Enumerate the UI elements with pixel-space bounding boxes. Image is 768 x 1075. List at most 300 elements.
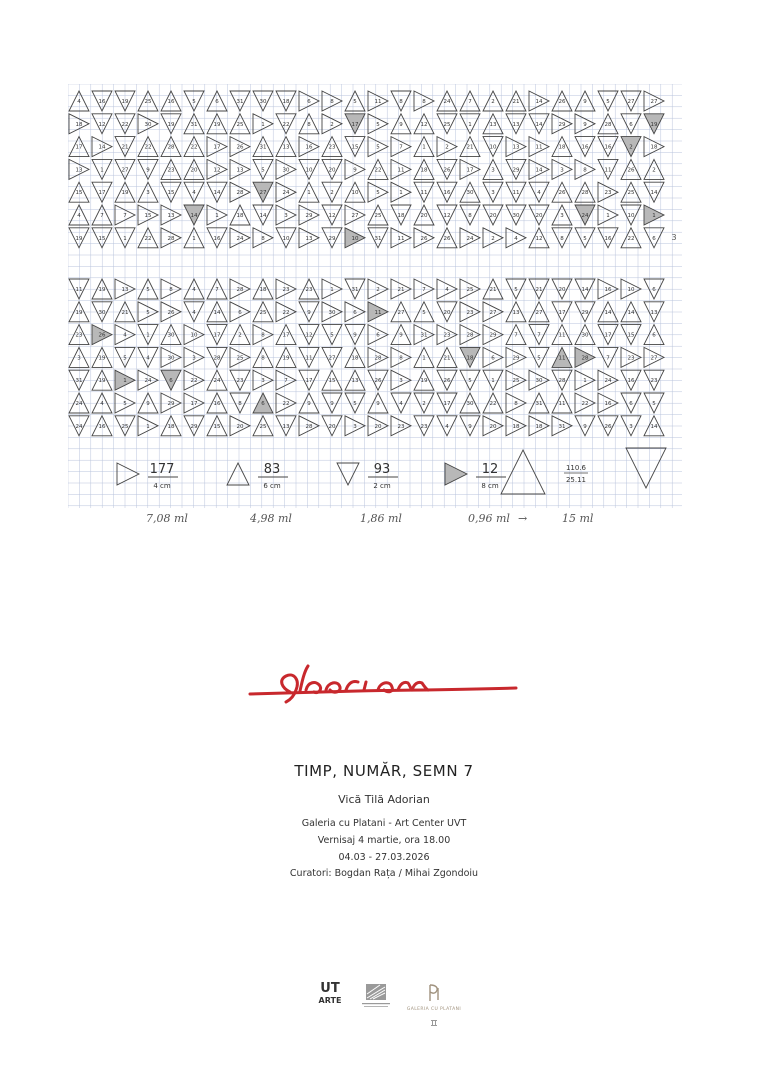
svg-text:30: 30 xyxy=(98,309,106,316)
svg-text:16: 16 xyxy=(305,144,313,151)
svg-text:30: 30 xyxy=(144,121,152,128)
svg-text:31: 31 xyxy=(420,332,428,339)
svg-text:4: 4 xyxy=(123,332,127,339)
svg-text:9: 9 xyxy=(583,99,587,105)
svg-text:23: 23 xyxy=(397,423,405,430)
note-4: 0,96 ml xyxy=(468,512,510,525)
svg-text:24: 24 xyxy=(282,190,290,197)
svg-text:10: 10 xyxy=(190,332,198,339)
svg-text:17: 17 xyxy=(213,332,221,339)
note-1: 7,08 ml xyxy=(146,512,188,525)
svg-text:25: 25 xyxy=(512,378,520,385)
signature-image xyxy=(248,660,520,708)
svg-text:3: 3 xyxy=(261,378,265,385)
svg-text:31: 31 xyxy=(190,121,198,128)
svg-text:12: 12 xyxy=(213,167,221,174)
svg-text:4: 4 xyxy=(192,190,196,197)
svg-text:2: 2 xyxy=(652,167,656,174)
svg-text:1: 1 xyxy=(652,213,656,219)
svg-text:7: 7 xyxy=(399,144,403,151)
svg-text:22: 22 xyxy=(374,167,382,174)
svg-text:6: 6 xyxy=(652,287,656,293)
svg-text:12: 12 xyxy=(305,332,313,339)
svg-text:16: 16 xyxy=(213,401,221,407)
svg-text:10: 10 xyxy=(489,144,497,151)
svg-text:30: 30 xyxy=(535,378,543,385)
svg-text:7: 7 xyxy=(537,332,541,339)
svg-text:11: 11 xyxy=(604,167,612,174)
svg-text:18: 18 xyxy=(397,213,405,219)
svg-text:8: 8 xyxy=(399,355,403,362)
svg-text:6: 6 xyxy=(169,378,173,385)
svg-text:28: 28 xyxy=(374,355,382,362)
svg-text:29: 29 xyxy=(558,121,566,128)
svg-text:9: 9 xyxy=(399,121,403,128)
svg-text:8: 8 xyxy=(261,235,265,242)
svg-text:23: 23 xyxy=(167,167,175,174)
ut-mark: UT xyxy=(320,981,340,996)
svg-text:14: 14 xyxy=(213,190,221,197)
svg-text:26: 26 xyxy=(443,235,451,242)
svg-text:26: 26 xyxy=(558,190,566,197)
svg-text:29: 29 xyxy=(581,309,589,316)
svg-text:11: 11 xyxy=(535,144,543,151)
svg-text:26: 26 xyxy=(558,99,566,105)
institute-logo xyxy=(358,982,394,1016)
svg-text:21: 21 xyxy=(121,309,129,316)
svg-text:5: 5 xyxy=(376,190,380,197)
svg-text:20: 20 xyxy=(420,213,428,219)
extra-figures xyxy=(501,448,666,494)
svg-text:12: 12 xyxy=(481,462,499,477)
svg-text:10: 10 xyxy=(282,235,290,242)
triangle-field xyxy=(69,91,664,436)
artist-signature xyxy=(248,660,520,708)
svg-text:14: 14 xyxy=(650,190,658,197)
svg-text:10: 10 xyxy=(627,287,635,293)
svg-text:30: 30 xyxy=(167,355,175,362)
summary-item xyxy=(337,462,398,490)
svg-text:14: 14 xyxy=(650,423,658,430)
svg-text:18: 18 xyxy=(259,287,267,293)
svg-text:8: 8 xyxy=(422,99,426,105)
svg-text:16: 16 xyxy=(443,190,451,197)
svg-text:9: 9 xyxy=(146,401,150,407)
svg-text:26: 26 xyxy=(443,167,451,174)
svg-text:1: 1 xyxy=(146,332,150,339)
svg-text:27: 27 xyxy=(489,309,497,316)
svg-text:93: 93 xyxy=(373,462,391,477)
svg-text:20: 20 xyxy=(489,213,497,219)
svg-text:27: 27 xyxy=(535,309,543,316)
svg-text:20: 20 xyxy=(558,287,566,293)
svg-text:9: 9 xyxy=(307,401,311,407)
svg-text:2: 2 xyxy=(376,287,380,293)
svg-text:5: 5 xyxy=(422,309,426,316)
svg-text:4: 4 xyxy=(514,235,518,242)
svg-text:15: 15 xyxy=(167,190,175,197)
svg-text:8: 8 xyxy=(399,99,403,105)
svg-text:16: 16 xyxy=(213,235,221,242)
svg-text:20: 20 xyxy=(328,167,336,174)
svg-text:4: 4 xyxy=(77,213,81,219)
svg-text:14: 14 xyxy=(535,99,543,105)
svg-text:1: 1 xyxy=(123,378,127,385)
svg-text:1: 1 xyxy=(307,190,311,197)
svg-text:28: 28 xyxy=(236,287,244,293)
svg-text:6: 6 xyxy=(376,332,380,339)
svg-text:27: 27 xyxy=(627,99,635,105)
svg-text:83: 83 xyxy=(263,462,281,477)
svg-text:7: 7 xyxy=(514,332,518,339)
svg-text:15: 15 xyxy=(328,378,336,385)
svg-text:14: 14 xyxy=(535,167,543,174)
svg-text:11: 11 xyxy=(558,401,566,407)
svg-text:16: 16 xyxy=(167,99,175,105)
svg-text:27: 27 xyxy=(650,355,658,362)
svg-text:26: 26 xyxy=(98,332,106,339)
svg-text:26: 26 xyxy=(236,144,244,151)
svg-text:12: 12 xyxy=(420,121,428,128)
svg-text:14: 14 xyxy=(259,213,267,219)
svg-text:5: 5 xyxy=(330,332,334,339)
svg-text:12: 12 xyxy=(535,235,543,242)
svg-text:28: 28 xyxy=(167,144,175,151)
svg-text:17: 17 xyxy=(443,401,451,407)
svg-text:28: 28 xyxy=(236,190,244,197)
svg-text:5: 5 xyxy=(353,401,357,407)
svg-text:22: 22 xyxy=(489,401,497,407)
svg-text:18: 18 xyxy=(167,423,175,430)
svg-text:23: 23 xyxy=(328,144,336,151)
svg-text:177: 177 xyxy=(149,462,175,477)
svg-text:23: 23 xyxy=(305,287,313,293)
svg-text:10: 10 xyxy=(627,213,635,219)
svg-text:3: 3 xyxy=(77,355,81,362)
svg-text:2: 2 xyxy=(491,99,495,105)
svg-text:25: 25 xyxy=(374,213,382,219)
galeria-cu-platani-logo xyxy=(406,982,462,1031)
svg-text:16: 16 xyxy=(604,144,612,151)
svg-text:12: 12 xyxy=(98,121,106,128)
svg-text:21: 21 xyxy=(443,355,451,362)
svg-text:19: 19 xyxy=(213,121,221,128)
svg-text:26: 26 xyxy=(167,309,175,316)
svg-text:8 cm: 8 cm xyxy=(481,482,499,490)
svg-text:30: 30 xyxy=(282,167,290,174)
svg-text:17: 17 xyxy=(305,378,313,385)
svg-text:31: 31 xyxy=(535,401,543,407)
svg-text:11: 11 xyxy=(305,355,313,362)
svg-text:5: 5 xyxy=(537,355,541,362)
svg-text:6: 6 xyxy=(652,332,656,339)
svg-text:5: 5 xyxy=(606,99,610,105)
svg-text:11: 11 xyxy=(397,167,405,174)
institute-emblem-icon xyxy=(358,982,394,1012)
svg-text:19: 19 xyxy=(98,355,106,362)
svg-text:7: 7 xyxy=(606,355,610,362)
svg-text:23: 23 xyxy=(420,423,428,430)
svg-text:24: 24 xyxy=(581,213,589,219)
svg-text:28: 28 xyxy=(466,332,474,339)
svg-text:3: 3 xyxy=(353,423,357,430)
svg-text:19: 19 xyxy=(98,378,106,385)
svg-text:14: 14 xyxy=(581,287,589,293)
svg-text:9: 9 xyxy=(330,401,334,407)
svg-text:5: 5 xyxy=(146,309,150,316)
svg-text:5: 5 xyxy=(353,99,357,105)
svg-text:13: 13 xyxy=(121,287,129,293)
svg-text:7: 7 xyxy=(100,213,104,219)
svg-text:18: 18 xyxy=(512,423,520,430)
vernissage-line: Vernisaj 4 martie, ora 18.00 xyxy=(317,835,451,846)
svg-text:17: 17 xyxy=(558,309,566,316)
svg-text:19: 19 xyxy=(282,355,290,362)
svg-text:28: 28 xyxy=(213,355,221,362)
svg-text:3: 3 xyxy=(399,378,403,385)
svg-text:8: 8 xyxy=(238,401,242,407)
svg-text:21: 21 xyxy=(489,287,497,293)
svg-text:28: 28 xyxy=(604,121,612,128)
note-arrow: → xyxy=(518,512,528,525)
svg-text:28: 28 xyxy=(581,190,589,197)
svg-text:20: 20 xyxy=(443,309,451,316)
svg-text:6: 6 xyxy=(491,355,495,362)
svg-text:29: 29 xyxy=(512,355,520,362)
svg-text:4: 4 xyxy=(100,401,104,407)
svg-text:26: 26 xyxy=(374,378,382,385)
svg-text:5: 5 xyxy=(192,99,196,105)
svg-text:24: 24 xyxy=(75,401,83,407)
partner-logos xyxy=(318,981,462,1024)
svg-text:2: 2 xyxy=(238,332,242,339)
svg-text:20: 20 xyxy=(535,213,543,219)
svg-text:11: 11 xyxy=(558,332,566,339)
svg-text:15: 15 xyxy=(98,235,106,242)
svg-text:3: 3 xyxy=(146,190,150,197)
svg-text:26: 26 xyxy=(604,423,612,430)
svg-text:11: 11 xyxy=(397,235,405,242)
svg-text:25: 25 xyxy=(443,121,451,128)
svg-text:22: 22 xyxy=(282,121,290,128)
svg-text:6: 6 xyxy=(629,401,633,407)
svg-text:4: 4 xyxy=(192,309,196,316)
svg-text:30: 30 xyxy=(328,309,336,316)
svg-text:11: 11 xyxy=(558,355,566,362)
svg-text:19: 19 xyxy=(75,235,83,242)
ut-arte-logo xyxy=(318,982,342,1006)
svg-text:3: 3 xyxy=(560,167,564,174)
svg-text:8: 8 xyxy=(261,332,265,339)
svg-text:8: 8 xyxy=(330,99,334,105)
svg-text:30: 30 xyxy=(466,190,474,197)
svg-text:28: 28 xyxy=(305,423,313,430)
svg-text:2: 2 xyxy=(629,144,633,151)
svg-text:5: 5 xyxy=(514,287,518,293)
svg-text:11: 11 xyxy=(420,190,428,197)
svg-text:22: 22 xyxy=(282,309,290,316)
svg-text:9: 9 xyxy=(307,309,311,316)
svg-text:31: 31 xyxy=(558,423,566,430)
svg-text:19: 19 xyxy=(167,121,175,128)
svg-text:30: 30 xyxy=(259,99,267,105)
svg-text:26: 26 xyxy=(420,235,428,242)
small-column-icon xyxy=(429,1019,439,1027)
svg-text:4: 4 xyxy=(77,99,81,105)
svg-text:23: 23 xyxy=(282,287,290,293)
svg-text:14: 14 xyxy=(627,309,635,316)
svg-text:9: 9 xyxy=(353,167,357,174)
svg-text:17: 17 xyxy=(351,121,359,128)
svg-text:4: 4 xyxy=(445,287,449,293)
svg-text:13: 13 xyxy=(75,167,83,174)
svg-text:19: 19 xyxy=(121,190,129,197)
svg-text:16: 16 xyxy=(627,378,635,385)
svg-text:18: 18 xyxy=(282,99,290,105)
svg-text:28: 28 xyxy=(558,378,566,385)
svg-text:9: 9 xyxy=(583,121,587,128)
svg-text:24: 24 xyxy=(213,378,221,385)
svg-text:4 cm: 4 cm xyxy=(153,482,171,490)
svg-text:19: 19 xyxy=(75,309,83,316)
svg-text:16: 16 xyxy=(604,235,612,242)
svg-text:27: 27 xyxy=(259,190,267,197)
svg-text:25: 25 xyxy=(466,287,474,293)
volume-notes xyxy=(68,512,682,534)
svg-text:10: 10 xyxy=(351,190,359,197)
svg-text:5: 5 xyxy=(123,355,127,362)
svg-text:20: 20 xyxy=(328,423,336,430)
svg-text:14: 14 xyxy=(98,144,106,151)
svg-text:15: 15 xyxy=(627,332,635,339)
svg-text:2: 2 xyxy=(445,144,449,151)
svg-text:24: 24 xyxy=(144,378,152,385)
svg-text:29: 29 xyxy=(489,332,497,339)
svg-text:23: 23 xyxy=(443,332,451,339)
svg-text:17: 17 xyxy=(190,401,198,407)
svg-text:9: 9 xyxy=(468,423,472,430)
svg-text:3: 3 xyxy=(491,190,495,197)
svg-text:23: 23 xyxy=(627,355,635,362)
svg-text:23: 23 xyxy=(236,378,244,385)
svg-text:22: 22 xyxy=(282,401,290,407)
svg-text:4: 4 xyxy=(537,190,541,197)
svg-text:110.6: 110.6 xyxy=(565,464,587,472)
svg-text:3: 3 xyxy=(192,355,196,362)
exhibition-title: TIMP, NUMĂR, SEMN 7 xyxy=(294,762,474,780)
svg-text:24: 24 xyxy=(236,235,244,242)
svg-text:6: 6 xyxy=(629,121,633,128)
svg-text:1: 1 xyxy=(422,355,426,362)
svg-text:9: 9 xyxy=(353,332,357,339)
note-5: 15 ml xyxy=(562,512,594,525)
svg-text:23: 23 xyxy=(466,309,474,316)
svg-text:6: 6 xyxy=(238,309,242,316)
svg-text:5: 5 xyxy=(376,144,380,151)
svg-text:22: 22 xyxy=(144,235,152,242)
svg-text:17: 17 xyxy=(75,144,83,151)
svg-text:9: 9 xyxy=(399,332,403,339)
gallery-logo-text: GALERIA CU PLATANI xyxy=(406,1007,462,1012)
svg-text:15: 15 xyxy=(144,213,152,219)
svg-text:16: 16 xyxy=(581,144,589,151)
svg-text:11: 11 xyxy=(374,309,382,316)
svg-text:18: 18 xyxy=(466,355,474,362)
svg-text:4: 4 xyxy=(146,355,150,362)
artwork-drawing xyxy=(68,84,682,508)
svg-text:19: 19 xyxy=(420,378,428,385)
svg-text:13: 13 xyxy=(351,378,359,385)
svg-text:18: 18 xyxy=(535,423,543,430)
svg-text:29: 29 xyxy=(190,423,198,430)
svg-text:6: 6 xyxy=(652,235,656,242)
dates-line: 04.03 - 27.03.2026 xyxy=(338,852,430,863)
svg-text:10: 10 xyxy=(351,235,359,242)
svg-text:30: 30 xyxy=(466,401,474,407)
svg-text:30: 30 xyxy=(581,332,589,339)
svg-text:25: 25 xyxy=(259,423,267,430)
svg-text:8: 8 xyxy=(169,287,173,293)
svg-text:25: 25 xyxy=(627,190,635,197)
svg-text:2: 2 xyxy=(330,121,334,128)
svg-text:2: 2 xyxy=(330,190,334,197)
curators-line: Curatori: Bogdan Rața / Mihai Zgondoiu xyxy=(289,868,479,879)
svg-text:4: 4 xyxy=(399,401,403,407)
svg-text:21: 21 xyxy=(121,144,129,151)
svg-text:18: 18 xyxy=(420,167,428,174)
svg-text:5: 5 xyxy=(123,401,127,407)
svg-text:6 cm: 6 cm xyxy=(263,482,281,490)
svg-text:13: 13 xyxy=(512,144,520,151)
svg-text:17: 17 xyxy=(282,332,290,339)
svg-text:7: 7 xyxy=(215,287,219,293)
svg-text:23: 23 xyxy=(650,378,658,385)
svg-text:5: 5 xyxy=(376,121,380,128)
svg-text:30: 30 xyxy=(167,332,175,339)
svg-text:31: 31 xyxy=(351,287,359,293)
summary-row xyxy=(117,462,506,490)
svg-text:28: 28 xyxy=(167,235,175,242)
svg-text:18: 18 xyxy=(558,144,566,151)
svg-text:25: 25 xyxy=(259,309,267,316)
svg-text:3: 3 xyxy=(284,213,288,219)
svg-text:8: 8 xyxy=(583,167,587,174)
svg-text:13: 13 xyxy=(167,213,175,219)
svg-text:23: 23 xyxy=(604,190,612,197)
svg-text:17: 17 xyxy=(466,167,474,174)
svg-text:18: 18 xyxy=(75,121,83,128)
svg-text:2 cm: 2 cm xyxy=(373,482,391,490)
svg-text:16: 16 xyxy=(98,423,106,430)
svg-text:11: 11 xyxy=(75,287,83,293)
svg-text:6: 6 xyxy=(261,401,265,407)
svg-text:25: 25 xyxy=(236,121,244,128)
svg-text:15: 15 xyxy=(75,190,83,197)
svg-text:27: 27 xyxy=(397,309,405,316)
svg-text:1: 1 xyxy=(146,423,150,430)
svg-text:13: 13 xyxy=(512,121,520,128)
svg-text:28: 28 xyxy=(581,355,589,362)
svg-text:13: 13 xyxy=(236,167,244,174)
svg-text:9: 9 xyxy=(583,423,587,430)
svg-text:24: 24 xyxy=(604,378,612,385)
svg-text:25.11: 25.11 xyxy=(565,476,587,484)
svg-text:4: 4 xyxy=(445,423,449,430)
svg-text:5: 5 xyxy=(652,401,656,407)
svg-text:1: 1 xyxy=(399,190,403,197)
svg-text:1: 1 xyxy=(422,144,426,151)
svg-text:6: 6 xyxy=(353,309,357,316)
